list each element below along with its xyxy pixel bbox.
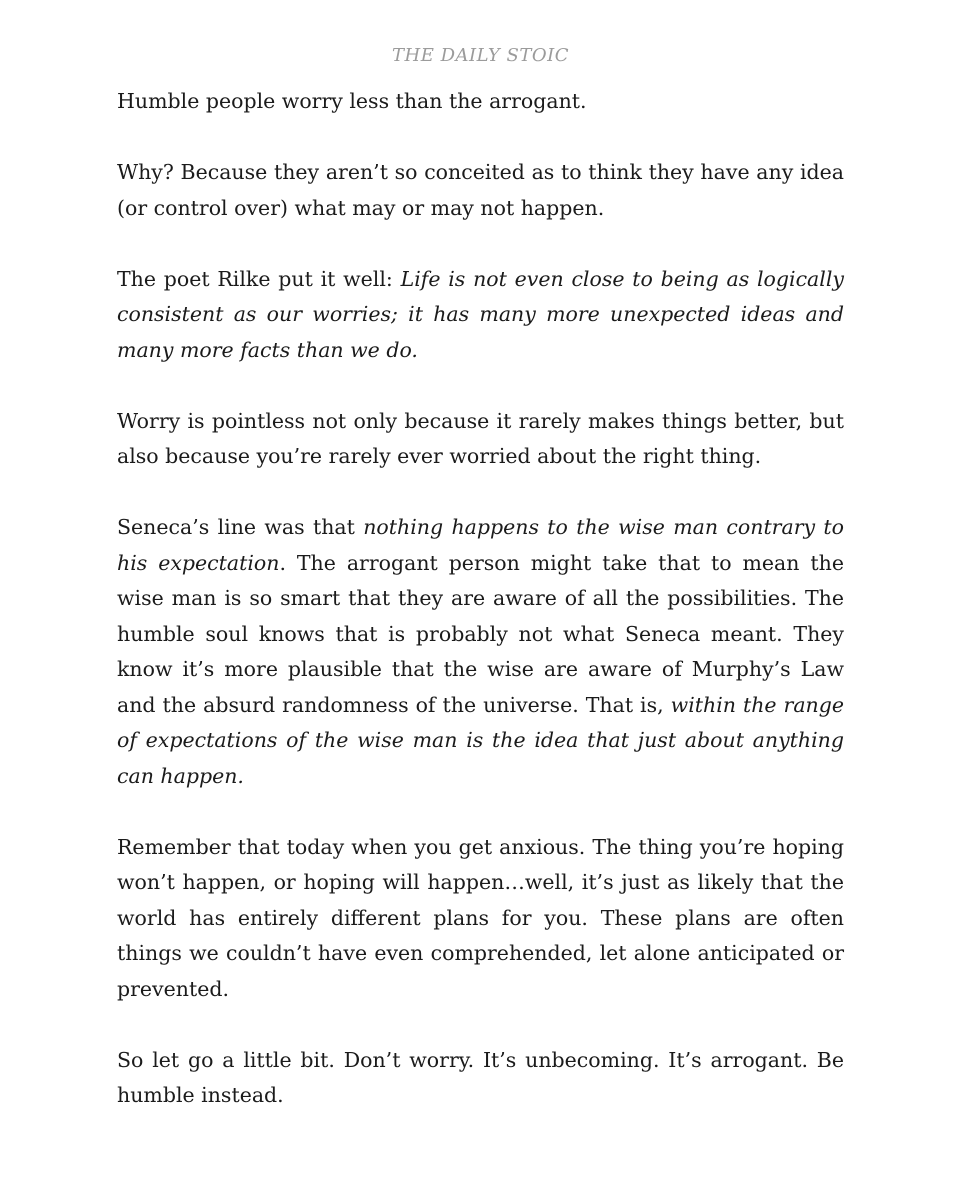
text-segment: Humble people worry less than the arrogant. xyxy=(117,89,587,113)
paragraph xyxy=(117,1043,844,1114)
emphasis-text: within the range of expectations of the wise man is the idea that just about anything can happen. xyxy=(117,692,845,788)
paragraph xyxy=(117,830,844,1008)
paragraph xyxy=(117,404,844,475)
paragraph xyxy=(117,84,844,120)
rilke-quote: Life is not even close to being as logically consistent as our worries; it has many more unexpected ideas and many more facts than we do. xyxy=(117,266,844,362)
body-text xyxy=(117,84,844,1114)
text-segment: Worry is pointless not only because it rarely makes things better, but also because you’re rarely ever worried about the right thing. xyxy=(117,408,844,468)
text-segment: The poet Rilke put it well: xyxy=(117,266,401,291)
text-segment: . The arrogant person might take that to mean the wise man is so smart that they are aware of all the possibilities. The humble soul knows that is probably not what Seneca meant. They know it’s more plausible that the wise are aware of Murphy’s Law and the absurd randomness of the universe. That is, xyxy=(117,550,844,717)
text-segment: Why? Because they aren’t so conceited as to think they have any idea (or control over) what may or may not happen. xyxy=(117,160,844,220)
paragraph xyxy=(117,155,844,226)
text-segment: So let go a little bit. Don’t worry. It’s unbecoming. It’s arrogant. Be humble instead. xyxy=(117,1047,844,1107)
paragraph xyxy=(117,262,844,369)
text-segment: Seneca’s line was that xyxy=(117,515,364,539)
text-segment: Remember that today when you get anxious. The thing you’re hoping won’t happen, or hoping will happen…well, it’s just as likely that the world has entirely different plans for you. These plans are often things we couldn’t have even comprehended, let alone anticipated or prevented. xyxy=(117,834,844,1001)
seneca-quote: nothing happens to the wise man contrary to his expectation xyxy=(117,515,844,575)
running-header-title: THE DAILY STOIC xyxy=(392,45,569,66)
paragraph xyxy=(117,510,844,794)
